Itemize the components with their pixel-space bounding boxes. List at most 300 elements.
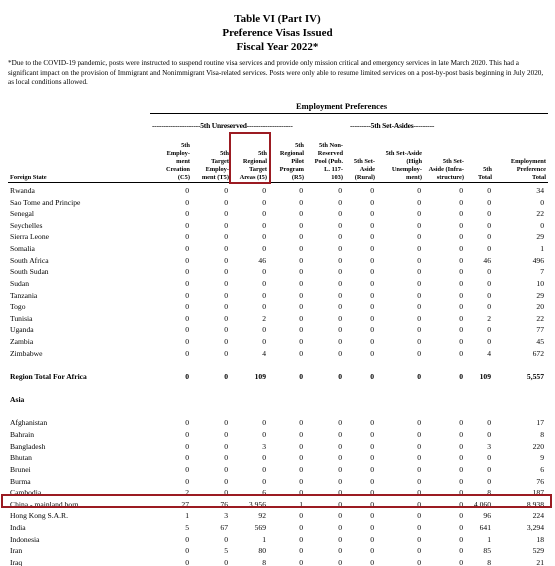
table-cell: 0 [262, 453, 266, 463]
table-cell: 0 [338, 267, 342, 277]
table-cell: 0 [417, 476, 421, 486]
table-cell: 0 [185, 476, 189, 486]
table-cell: 0 [338, 325, 342, 335]
row-label: Asia [10, 395, 25, 405]
table-row [0, 476, 555, 488]
table-cell: 0 [299, 476, 303, 486]
table-cell: 0 [417, 557, 421, 566]
table-cell: 1 [262, 534, 266, 544]
table-row [0, 522, 555, 534]
header-t5: 5th Target Employ- ment (T5) [201, 149, 229, 181]
table-cell: 0 [262, 325, 266, 335]
table-cell: 0 [262, 244, 266, 254]
table-cell: 0 [370, 325, 374, 335]
table-cell: 0 [224, 302, 228, 312]
table-cell: 0 [185, 534, 189, 544]
table-cell: 0 [459, 313, 463, 323]
table-cell: 0 [338, 302, 342, 312]
row-label: Bahrain [10, 430, 35, 440]
table-cell: 0 [338, 499, 342, 509]
table-cell: 0 [487, 186, 491, 195]
table-cell: 0 [459, 348, 463, 358]
table-row [0, 220, 555, 232]
table-cell: 0 [262, 290, 266, 300]
table-cell: 1 [487, 534, 491, 544]
row-label: South Africa [10, 255, 49, 265]
table-cell: 0 [459, 232, 463, 242]
table-cell: 9 [540, 453, 544, 463]
table-cell: 0 [262, 302, 266, 312]
header-non-reserved: 5th Non- Reserved Pool (Pub. L. 117- 103) [314, 141, 343, 181]
table-cell: 0 [459, 488, 463, 498]
table-cell: 0 [370, 209, 374, 219]
table-cell: 0 [417, 325, 421, 335]
table-cell: 0 [262, 197, 266, 207]
table-cell: 0 [338, 232, 342, 242]
header-employment-total: Employment Preference Total [510, 157, 546, 181]
table-cell: 0 [417, 255, 421, 265]
table-cell: 0 [185, 302, 189, 312]
table-cell: 0 [299, 255, 303, 265]
table-cell: 0 [417, 290, 421, 300]
table-row [0, 301, 555, 313]
table-cell: 0 [185, 348, 189, 358]
table-cell: 0 [224, 232, 228, 242]
row-label: Bangladesh [10, 441, 46, 451]
table-cell: 0 [370, 267, 374, 277]
table-cell: 0 [417, 232, 421, 242]
table-cell: 0 [299, 511, 303, 521]
table-cell: 0 [224, 476, 228, 486]
table-row [0, 464, 555, 476]
table-cell: 0 [224, 267, 228, 277]
table-cell: 18 [536, 534, 544, 544]
row-label: Region Total For Africa [10, 371, 87, 381]
table-cell: 109 [479, 371, 491, 381]
table-cell: 4 [487, 348, 491, 358]
table-cell: 85 [483, 546, 491, 556]
table-cell: 0 [370, 522, 374, 532]
table-cell: 0 [299, 209, 303, 219]
table-row [0, 557, 555, 566]
table-cell: 0 [417, 418, 421, 428]
row-label: China - mainland born [10, 499, 79, 509]
table-cell: 0 [224, 557, 228, 566]
row-label: Tanzania [10, 290, 38, 300]
table-cell: 0 [224, 441, 228, 451]
table-cell: 2 [185, 488, 189, 498]
table-cell: 0 [459, 430, 463, 440]
table-cell: 0 [185, 430, 189, 440]
table-cell: 0 [224, 325, 228, 335]
table-cell: 46 [258, 255, 266, 265]
table-cell: 0 [370, 464, 374, 474]
table-cell: 0 [459, 244, 463, 254]
table-subtitle: Preference Visas Issued [222, 27, 333, 39]
table-cell: 96 [483, 511, 491, 521]
table-cell: 0 [459, 255, 463, 265]
table-cell: 0 [224, 371, 228, 381]
header-infrastructure: 5th Set- Aside (Infra- structure) [428, 157, 464, 181]
table-row [0, 197, 555, 209]
header-foreign-state: Foreign State [10, 173, 47, 181]
table-cell: 0 [185, 557, 189, 566]
table-cell: 0 [487, 244, 491, 254]
table-cell: 0 [370, 278, 374, 288]
table-cell: 0 [370, 371, 374, 381]
table-cell: 0 [417, 522, 421, 532]
table-cell: 0 [224, 255, 228, 265]
table-cell: 0 [417, 499, 421, 509]
table-cell: 6 [262, 488, 266, 498]
table-cell: 0 [370, 220, 374, 230]
row-label: Senegal [10, 209, 35, 219]
table-cell: 641 [479, 522, 491, 532]
table-cell: 0 [487, 267, 491, 277]
table-cell: 0 [224, 290, 228, 300]
table-cell: 5 [185, 522, 189, 532]
row-label: Sierra Leone [10, 232, 50, 242]
table-cell: 0 [299, 534, 303, 544]
table-cell: 187 [532, 488, 544, 498]
table-cell: 0 [185, 337, 189, 347]
table-cell: 0 [262, 476, 266, 486]
section-divider [150, 113, 548, 114]
table-cell: 0 [185, 464, 189, 474]
header-high-unemployment: 5th Set-Aside (High Unemploy- ment) [385, 149, 422, 181]
table-cell: 0 [185, 220, 189, 230]
table-cell: 0 [299, 371, 303, 381]
table-cell: 0 [224, 313, 228, 323]
table-cell: 0 [487, 197, 491, 207]
table-row [0, 231, 555, 243]
table-cell: 0 [299, 464, 303, 474]
table-cell: 0 [338, 488, 342, 498]
table-cell: 0 [185, 290, 189, 300]
table-cell: 0 [370, 418, 374, 428]
table-cell: 0 [417, 546, 421, 556]
table-cell: 0 [459, 278, 463, 288]
table-cell: 22 [536, 209, 544, 219]
table-cell: 0 [417, 511, 421, 521]
table-cell: 0 [185, 278, 189, 288]
table-cell: 0 [224, 220, 228, 230]
table-cell: 27 [181, 499, 189, 509]
row-label: Brunei [10, 464, 31, 474]
table-cell: 0 [185, 325, 189, 335]
table-cell: 0 [459, 290, 463, 300]
table-cell: 0 [224, 534, 228, 544]
row-label: Iraq [10, 557, 23, 566]
table-row [0, 185, 555, 197]
table-cell: 0 [338, 313, 342, 323]
row-label: Seychelles [10, 220, 43, 230]
table-cell: 17 [536, 418, 544, 428]
table-cell: 29 [536, 232, 544, 242]
table-cell: 3,956 [248, 499, 266, 509]
table-row [0, 336, 555, 348]
table-cell: 80 [258, 546, 266, 556]
table-cell: 0 [224, 244, 228, 254]
row-label: Hong Kong S.A.R. [10, 511, 69, 521]
table-cell: 0 [262, 278, 266, 288]
table-row [0, 324, 555, 336]
table-cell: 0 [487, 278, 491, 288]
table-cell: 1 [299, 499, 303, 509]
table-row [0, 441, 555, 453]
table-cell: 92 [258, 511, 266, 521]
table-cell: 0 [299, 453, 303, 463]
row-label: Indonesia [10, 534, 40, 544]
table-cell: 0 [224, 418, 228, 428]
table-cell: 0 [338, 511, 342, 521]
row-label: Sao Tome and Principe [10, 197, 81, 207]
table-cell: 0 [299, 430, 303, 440]
table-cell: 0 [459, 197, 463, 207]
table-cell: 0 [299, 278, 303, 288]
table-cell: 0 [487, 232, 491, 242]
table-row [0, 348, 555, 360]
table-cell: 8 [487, 557, 491, 566]
table-cell: 0 [370, 534, 374, 544]
table-cell: 0 [338, 255, 342, 265]
table-cell: 0 [459, 441, 463, 451]
table-cell: 0 [185, 232, 189, 242]
table-cell: 0 [459, 534, 463, 544]
table-cell: 67 [220, 522, 228, 532]
table-cell: 0 [185, 186, 189, 195]
table-cell: 0 [370, 290, 374, 300]
table-cell: 0 [338, 278, 342, 288]
table-cell: 0 [417, 464, 421, 474]
table-cell: 0 [224, 488, 228, 498]
table-cell: 0 [338, 197, 342, 207]
table-cell: 0 [185, 418, 189, 428]
table-cell: 0 [487, 453, 491, 463]
table-cell: 8,938 [526, 499, 544, 509]
table-cell: 0 [299, 197, 303, 207]
row-label: Uganda [10, 325, 34, 335]
table-cell: 0 [459, 220, 463, 230]
table-cell: 5,557 [526, 371, 544, 381]
table-cell: 0 [459, 511, 463, 521]
table-cell: 34 [536, 186, 544, 195]
table-cell: 0 [262, 232, 266, 242]
table-cell: 0 [417, 488, 421, 498]
table-cell: 0 [299, 267, 303, 277]
table-cell: 0 [459, 418, 463, 428]
table-cell: 0 [224, 464, 228, 474]
table-cell: 0 [262, 209, 266, 219]
employment-preferences-heading: Employment Preferences [296, 101, 388, 111]
table-cell: 0 [224, 453, 228, 463]
table-cell: 0 [224, 337, 228, 347]
table-cell: 0 [299, 244, 303, 254]
table-cell: 0 [417, 441, 421, 451]
table-cell: 0 [338, 546, 342, 556]
table-cell: 0 [370, 557, 374, 566]
table-cell: 0 [417, 197, 421, 207]
table-cell: 8 [262, 557, 266, 566]
row-label: Cambodia [10, 488, 42, 498]
table-cell: 0 [370, 499, 374, 509]
table-title: Table VI (Part IV) [234, 13, 321, 25]
table-cell: 0 [338, 522, 342, 532]
table-cell: 0 [487, 290, 491, 300]
table-cell: 3 [224, 511, 228, 521]
table-cell: 0 [224, 197, 228, 207]
table-cell: 0 [299, 522, 303, 532]
row-label: Tunisia [10, 313, 33, 323]
table-cell: 0 [338, 186, 342, 195]
group-header-unreserved: ---------------------5th Unreserved-------------------- [152, 121, 293, 130]
table-cell: 0 [338, 464, 342, 474]
table-cell: 5 [224, 546, 228, 556]
table-cell: 0 [299, 325, 303, 335]
table-cell: 46 [483, 255, 491, 265]
table-cell: 0 [370, 232, 374, 242]
table-cell: 0 [417, 244, 421, 254]
table-cell: 0 [370, 441, 374, 451]
table-cell: 0 [540, 197, 544, 207]
table-cell: 0 [417, 267, 421, 277]
table-cell: 0 [417, 348, 421, 358]
table-cell: 0 [459, 557, 463, 566]
table-spacer-row [0, 406, 555, 418]
table-cell: 496 [532, 255, 544, 265]
row-label: Iran [10, 546, 23, 556]
table-cell: 0 [417, 209, 421, 219]
table-cell: 0 [487, 325, 491, 335]
header-i5: 5th Regional Target Areas (I5) [239, 149, 267, 181]
table-cell: 0 [459, 464, 463, 474]
table-cell: 0 [459, 302, 463, 312]
table-cell: 0 [487, 476, 491, 486]
table-cell: 0 [338, 244, 342, 254]
table-cell: 0 [370, 255, 374, 265]
table-cell: 0 [370, 476, 374, 486]
table-cell: 0 [185, 197, 189, 207]
table-cell: 0 [487, 430, 491, 440]
table-cell: 0 [299, 232, 303, 242]
table-cell: 1 [540, 244, 544, 254]
table-cell: 0 [370, 430, 374, 440]
table-cell: 0 [370, 302, 374, 312]
table-cell: 0 [338, 441, 342, 451]
table-cell: 0 [299, 302, 303, 312]
table-cell: 0 [338, 534, 342, 544]
table-cell: 0 [417, 534, 421, 544]
fiscal-year-title: Fiscal Year 2022* [236, 41, 319, 53]
row-label: Burma [10, 476, 31, 486]
table-cell: 8 [487, 488, 491, 498]
table-cell: 3 [262, 441, 266, 451]
table-row [0, 278, 555, 290]
table-cell: 0 [338, 220, 342, 230]
table-cell: 45 [536, 337, 544, 347]
table-row [0, 243, 555, 255]
table-cell: 0 [459, 337, 463, 347]
table-cell: 0 [338, 557, 342, 566]
table-cell: 7 [540, 267, 544, 277]
table-cell: 0 [417, 186, 421, 195]
table-cell: 0 [262, 220, 266, 230]
table-cell: 0 [417, 278, 421, 288]
table-cell: 0 [338, 453, 342, 463]
table-cell: 0 [459, 522, 463, 532]
table-cell: 0 [299, 348, 303, 358]
table-cell: 0 [487, 464, 491, 474]
table-cell: 0 [224, 430, 228, 440]
table-cell: 0 [459, 476, 463, 486]
table-spacer-row [0, 383, 555, 395]
table-row [0, 208, 555, 220]
table-cell: 0 [262, 267, 266, 277]
table-cell: 0 [224, 209, 228, 219]
table-cell: 3 [487, 441, 491, 451]
table-cell: 0 [417, 337, 421, 347]
table-cell: 4,060 [473, 499, 491, 509]
table-cell: 0 [185, 244, 189, 254]
table-cell: 0 [338, 337, 342, 347]
table-row [0, 487, 555, 499]
table-row [0, 452, 555, 464]
table-cell: 0 [487, 302, 491, 312]
table-cell: 0 [459, 209, 463, 219]
table-cell: 0 [417, 371, 421, 381]
table-cell: 77 [536, 325, 544, 335]
table-cell: 76 [220, 499, 228, 509]
table-cell: 0 [185, 546, 189, 556]
table-cell: 0 [370, 488, 374, 498]
table-cell: 0 [224, 278, 228, 288]
table-cell: 0 [185, 209, 189, 219]
table-cell: 569 [254, 522, 266, 532]
table-cell: 2 [487, 313, 491, 323]
table-cell: 0 [417, 453, 421, 463]
row-label: Bhutan [10, 453, 32, 463]
table-cell: 0 [338, 209, 342, 219]
table-cell: 0 [185, 453, 189, 463]
table-cell: 0 [487, 209, 491, 219]
table-cell: 0 [459, 546, 463, 556]
table-cell: 220 [532, 441, 544, 451]
table-cell: 10 [536, 278, 544, 288]
table-cell: 0 [370, 244, 374, 254]
row-label: Zimbabwe [10, 348, 43, 358]
table-cell: 0 [262, 418, 266, 428]
table-cell: 0 [487, 220, 491, 230]
table-cell: 0 [370, 511, 374, 521]
table-cell: 21 [536, 557, 544, 566]
table-cell: 6 [540, 464, 544, 474]
table-cell: 0 [459, 499, 463, 509]
table-row [0, 510, 555, 522]
header-c5: 5th Employ- ment Creation (C5) [165, 141, 190, 181]
row-label: Somalia [10, 244, 35, 254]
header-rural: 5th Set- Aside (Rural) [353, 157, 375, 181]
table-cell: 0 [185, 371, 189, 381]
table-cell: 0 [370, 546, 374, 556]
row-label: South Sudan [10, 267, 49, 277]
table-cell: 0 [417, 220, 421, 230]
table-row [0, 534, 555, 546]
table-row [0, 266, 555, 278]
table-row [0, 255, 555, 267]
table-cell: 109 [254, 371, 266, 381]
table-cell: 0 [185, 441, 189, 451]
table-cell: 672 [532, 348, 544, 358]
